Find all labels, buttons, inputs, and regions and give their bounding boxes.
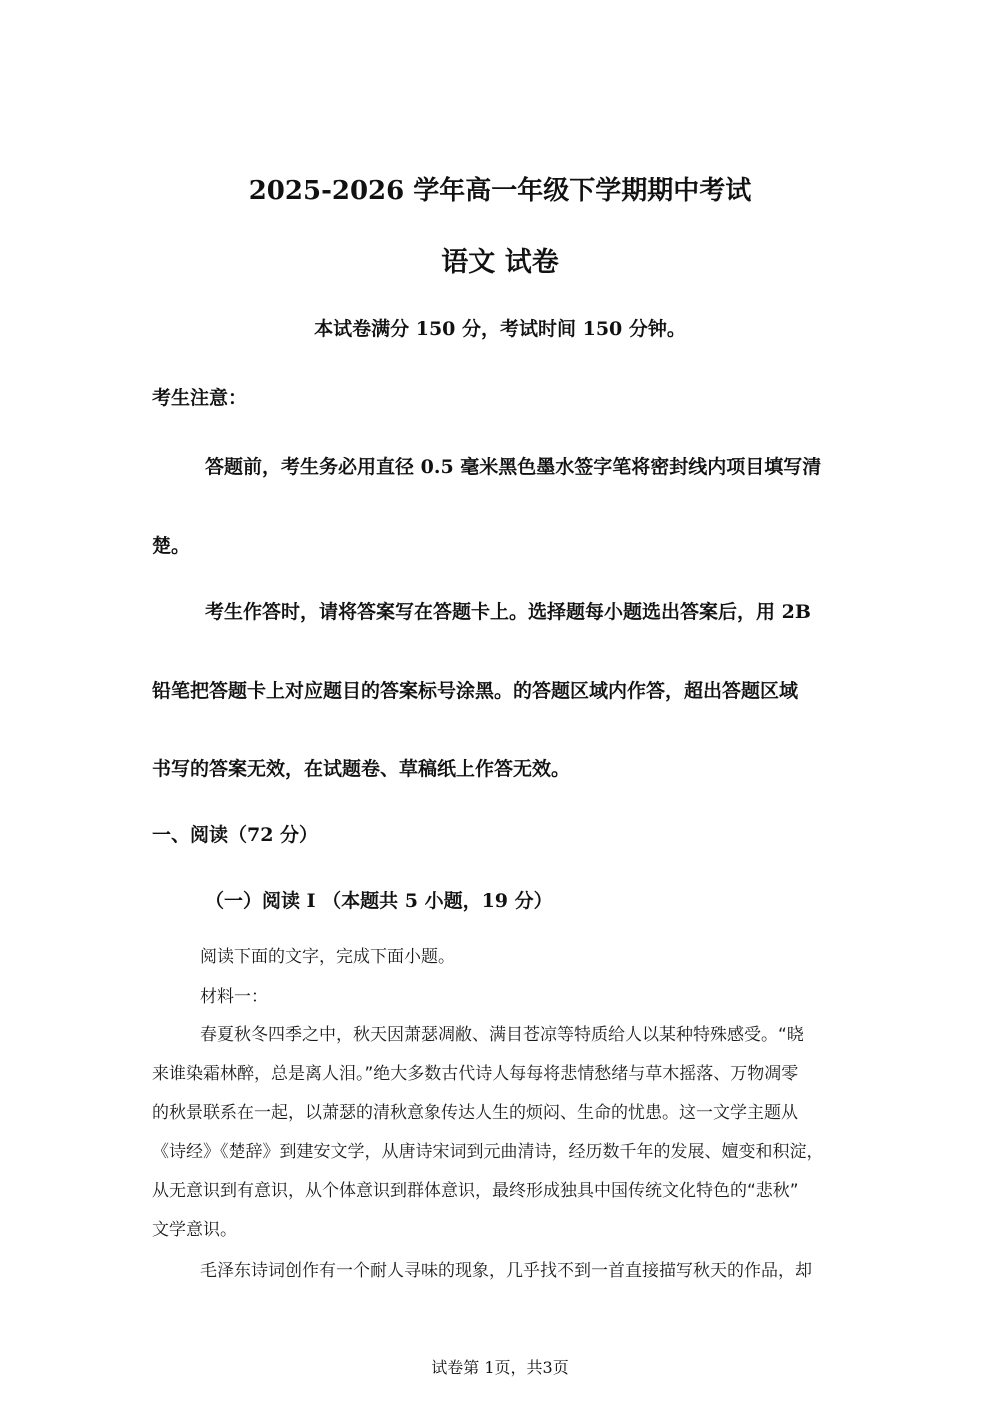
notice-item2-line1: 考生作答时，请将答案写在答题卡上。选择题每小题选出答案后，用 2B	[205, 601, 811, 623]
notice-heading: 考生注意：	[152, 387, 248, 409]
paragraph1-line: 文学意识。	[152, 1220, 237, 1240]
paragraph1-line: 春夏秋冬四季之中，秋天因萧瑟凋敝、满目苍凉等特质给人以某种特殊感受。“晓	[200, 1025, 804, 1045]
paragraph1-line: 来谁染霜林醉，总是离人泪。”绝大多数古代诗人每每将悲情愁绪与草木摇落、万物凋零	[152, 1064, 799, 1084]
exam-title: 2025-2026 学年高一年级下学期期中考试	[248, 176, 752, 206]
material-label: 材料一：	[200, 987, 268, 1007]
notice-item1-line2: 楚。	[152, 535, 191, 557]
notice-item2-line2: 铅笔把答题卡上对应题目的答案标号涂黑。的答题区域内作答，超出答题区域	[152, 680, 799, 702]
subsection-heading: （一）阅读 I （本题共 5 小题，19 分）	[205, 890, 553, 912]
notice-item1-line1: 答题前，考生务必用直径 0.5 毫米黑色墨水签字笔将密封线内项目填写清	[205, 456, 822, 478]
page-footer: 试卷第 1页，共3页	[431, 1358, 569, 1377]
notice-item2-line3: 书写的答案无效，在试题卷、草稿纸上作答无效。	[152, 758, 571, 780]
paragraph2-line: 毛泽东诗词创作有一个耐人寻味的现象，几乎找不到一首直接描写秋天的作品，却	[200, 1261, 812, 1281]
subject-title: 语文 试卷	[441, 247, 559, 278]
section-heading: 一、阅读（72 分）	[152, 824, 319, 846]
paragraph1-line: 从无意识到有意识，从个体意识到群体意识，最终形成独具中国传统文化特色的“悲秋”	[152, 1181, 799, 1201]
paragraph1-line: 《诗经》《楚辞》到建安文学，从唐诗宋词到元曲清诗，经历数千年的发展、嬗变和积淀，	[152, 1142, 824, 1162]
score-info: 本试卷满分 150 分，考试时间 150 分钟。	[314, 318, 686, 340]
reading-instruction: 阅读下面的文字，完成下面小题。	[200, 947, 455, 967]
paragraph1-line: 的秋景联系在一起，以萧瑟的清秋意象传达人生的烦闷、生命的忧患。这一文学主题从	[152, 1103, 798, 1123]
